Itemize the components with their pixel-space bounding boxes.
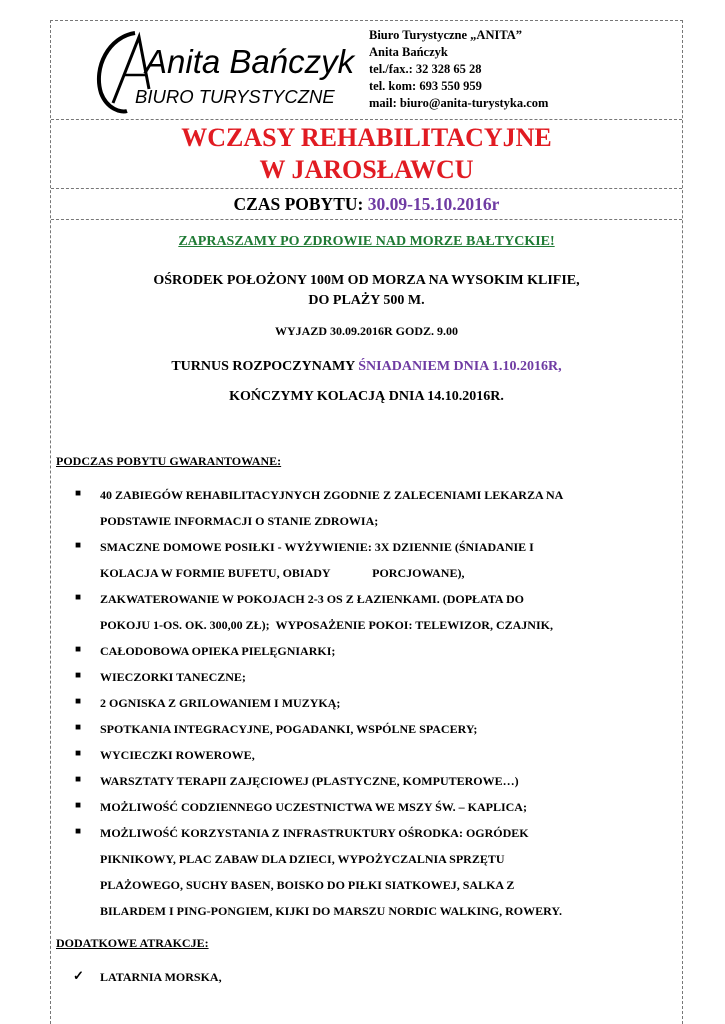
company-name: Biuro Turystyczne „ANITA” <box>369 28 523 42</box>
list-item-line: SMACZNE DOMOWE POSIŁKI - WYŻYWIENIE: 3X DZIENNIE (ŚNIADANIE I <box>100 540 534 554</box>
list-item-line: WARSZTATY TERAPII ZAJĘCIOWEJ (PLASTYCZNE, KOMPUTEROWE…) <box>100 774 519 788</box>
list-item <box>73 540 673 592</box>
location-line-2: DO PLAŻY 500 M. <box>308 293 425 308</box>
bullet-icon: ■ <box>75 488 82 499</box>
bullet-icon: ■ <box>75 748 82 759</box>
list-item-line: BILARDEM I PING-PONGIEM, KIJKI DO MARSZU NORDIC WALKING, ROWERY. <box>100 904 562 918</box>
list-item-line: MOŻLIWOŚĆ CODZIENNEGO UCZESTNICTWA WE MSZY ŚW. – KAPLICA; <box>100 800 527 814</box>
list-item-line: CAŁODOBOWA OPIEKA PIELĘGNIARKI; <box>100 644 336 658</box>
document-page <box>50 20 683 1024</box>
turnus-breakfast: ŚNIADANIEM DNIA 1.10.2016R, <box>358 359 562 374</box>
location-info <box>51 271 682 311</box>
list-item-line: POKOJU 1-OS. OK. 300,00 ZŁ); WYPOSAŻENIE POKOI: TELEWIZOR, CZAJNIK, <box>100 618 553 632</box>
bullet-icon: ■ <box>75 644 82 655</box>
mobile-phone: tel. kom: 693 550 959 <box>369 79 482 93</box>
departure-info: WYJAZD 30.09.2016R GODZ. 9.00 <box>274 324 458 338</box>
list-item <box>73 774 673 800</box>
stay-dates: 30.09-15.10.2016r <box>367 194 500 214</box>
list-item-line: ZAKWATEROWANIE W POKOJACH 2-3 OS Z ŁAZIENKAMI. (DOPŁATA DO <box>100 592 524 606</box>
logo-mark <box>87 27 355 115</box>
invite-heading: ZAPRASZAMY PO ZDROWIE NAD MORZE BAŁTYCKIE! <box>178 234 555 249</box>
bullet-icon: ■ <box>75 800 82 811</box>
list-item <box>73 826 673 930</box>
extras-list <box>73 970 673 992</box>
list-item-line: SPOTKANIA INTEGRACYJNE, POGADANKI, WSPÓLNE SPACERY; <box>100 722 478 736</box>
list-item <box>73 670 673 696</box>
list-item-line: WIECZORKI TANECZNE; <box>100 670 246 684</box>
bullet-icon: ■ <box>75 592 82 603</box>
bullet-icon: ■ <box>75 826 82 837</box>
turnus-start-text: TURNUS ROZPOCZYNAMY <box>171 359 359 374</box>
contact-block <box>369 27 548 112</box>
list-item-line: 40 ZABIEGÓW REHABILITACYJNYCH ZGODNIE Z ZALECENIAMI LEKARZA NA <box>100 488 564 502</box>
list-item <box>73 748 673 774</box>
list-item-line: PIKNIKOWY, PLAC ZABAW DLA DZIECI, WYPOŻYCZALNIA SPRZĘTU <box>100 852 505 866</box>
list-item-line: MOŻLIWOŚĆ KORZYSTANIA Z INFRASTRUKTURY OŚRODKA: OGRÓDEK <box>100 826 529 840</box>
list-item <box>73 488 673 540</box>
title-line-2: W JAROSŁAWCU <box>259 155 474 184</box>
list-item <box>73 592 673 644</box>
turnus-start <box>51 359 682 375</box>
email: mail: biuro@anita-turystyka.com <box>369 96 549 110</box>
checkmark-icon: ✓ <box>73 968 84 983</box>
bullet-icon: ■ <box>75 670 82 681</box>
location-line-1: OŚRODEK POŁOŻONY 100M OD MORZA NA WYSOKIM KLIFIE, <box>153 273 580 288</box>
bullet-icon: ■ <box>75 774 82 785</box>
turnus-end: KOŃCZYMY KOLACJĄ DNIA 14.10.2016R. <box>229 389 504 404</box>
owner-name: Anita Bańczyk <box>369 45 448 59</box>
bullet-icon: ■ <box>75 696 82 707</box>
extras-heading: DODATKOWE ATRAKCJE: <box>56 936 209 950</box>
logo-name: Anita Bańczyk <box>145 43 355 80</box>
list-item-line: KOLACJA W FORMIE BUFETU, OBIADY PORCJOWANE), <box>100 566 465 580</box>
title-line-1: WCZASY REHABILITACYJNE <box>181 123 552 152</box>
letterhead <box>51 21 682 120</box>
list-item <box>73 644 673 670</box>
bullet-icon: ■ <box>75 540 82 551</box>
title-box <box>51 120 682 189</box>
phone-fax: tel./fax.: 32 328 65 28 <box>369 62 482 76</box>
list-item-line: 2 OGNISKA Z GRILOWANIEM I MUZYKĄ; <box>100 696 341 710</box>
logo-subtitle: BIURO TURYSTYCZNE <box>135 86 335 107</box>
list-item-line: PODSTAWIE INFORMACJI O STANIE ZDROWIA; <box>100 514 379 528</box>
bullet-icon: ■ <box>75 722 82 733</box>
stay-period <box>51 189 682 220</box>
list-item <box>73 696 673 722</box>
list-item-line: PLAŻOWEGO, SUCHY BASEN, BOISKO DO PIŁKI SIATKOWEJ, SALKA Z <box>100 878 515 892</box>
list-item <box>73 970 673 992</box>
company-logo <box>87 27 355 115</box>
list-item-line: WYCIECZKI ROWEROWE, <box>100 748 255 762</box>
guaranteed-heading: PODCZAS POBYTU GWARANTOWANE: <box>56 454 282 468</box>
list-item-line: LATARNIA MORSKA, <box>100 970 222 984</box>
list-item <box>73 800 673 826</box>
stay-label: CZAS POBYTU: <box>233 194 368 214</box>
list-item <box>73 722 673 748</box>
guaranteed-list <box>73 488 673 930</box>
